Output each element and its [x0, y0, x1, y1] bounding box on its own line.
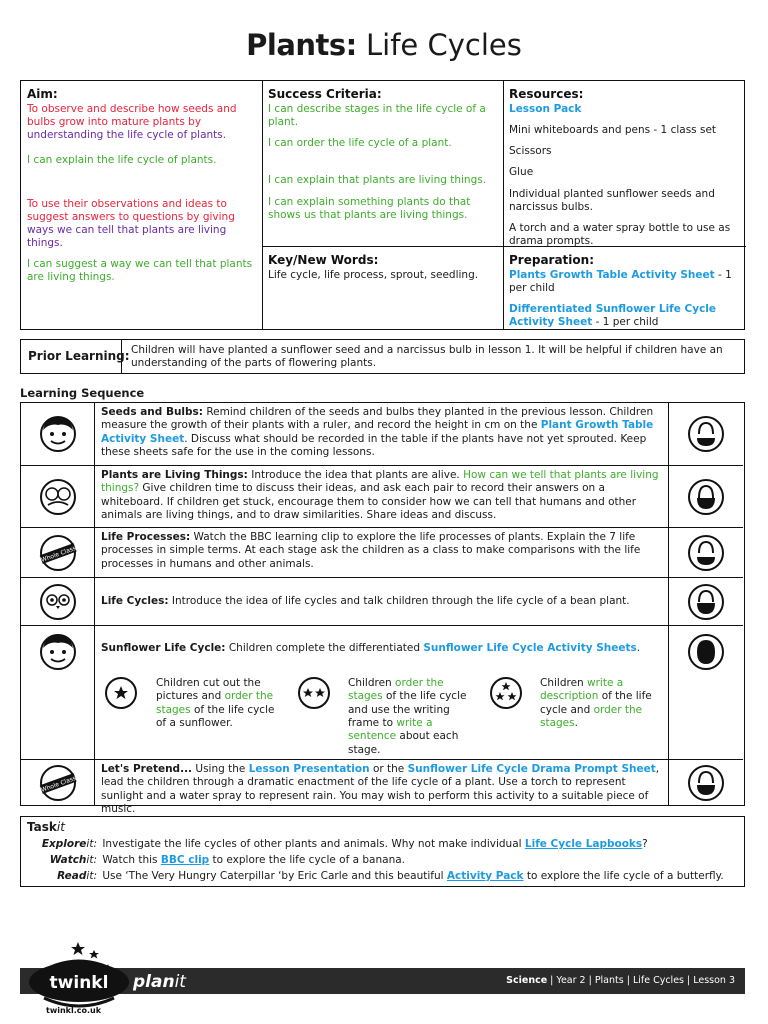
- assessment-circle-icon: [668, 466, 743, 527]
- task-head-it: it: [56, 820, 65, 834]
- row-title: Life Cycles:: [101, 595, 169, 607]
- aim-cell: [21, 83, 262, 288]
- page-title: [0, 28, 768, 62]
- d3-c: .: [574, 716, 578, 729]
- aim-p3-purple: ways we can tell that plants are living things.: [27, 223, 227, 249]
- planit-rest: it: [174, 972, 186, 992]
- diff-text-1: [156, 677, 281, 730]
- sequence-row-pretend: [21, 759, 743, 815]
- child-face-icon: [21, 403, 95, 465]
- task-it-heading: [27, 820, 65, 834]
- star-two-icon: [297, 676, 331, 710]
- preparation-cell: [503, 249, 745, 334]
- lesson-pack-link[interactable]: Lesson Pack: [509, 103, 582, 115]
- row-green: How can we tell that plants are living things?: [101, 469, 659, 495]
- sequence-row-processes: [21, 527, 743, 577]
- footer-subject: Science: [506, 975, 548, 986]
- differentiated-sunflower-link[interactable]: Differentiated Sunflower Life Cycle Activity Sheet: [509, 303, 717, 329]
- lesson-overview-grid: [20, 80, 745, 330]
- plant-growth-table-link[interactable]: Plant Growth Table Activity Sheet: [101, 419, 654, 445]
- row-t2: Give children time to discuss their ideas, and ask each pair to record their answers on a whiteboard. If children get stuck, encourage them to consider how we can tell that humans and other animals are living things, and to draw similarities. Share ideas and discuss.: [101, 482, 637, 521]
- d1-b: of the life cycle of a sunflower.: [156, 703, 275, 729]
- d3-a: Children: [540, 677, 588, 689]
- assessment-circle-icon: [668, 626, 743, 759]
- watch-label: Watch: [49, 854, 87, 866]
- pair-faces-icon: [21, 466, 95, 527]
- row-title: Seeds and Bulbs:: [101, 406, 204, 418]
- keywords-text: Life cycle, life process, sprout, seedling.: [268, 269, 479, 281]
- resource-item: Individual planted sunflower seeds and narcissus bulbs.: [509, 187, 715, 213]
- success-criteria-cell: [262, 83, 503, 226]
- d2-b: of the life cycle and use the writing frame to: [348, 690, 467, 729]
- row-title: Plants are Living Things:: [101, 469, 248, 481]
- success-item: I can describe stages in the life cycle of a plant.: [268, 103, 486, 129]
- keywords-cell: [262, 249, 503, 286]
- assessment-circle-icon: [668, 760, 743, 805]
- life-cycle-lapbooks-link[interactable]: Life Cycle Lapbooks: [524, 838, 643, 850]
- prior-learning-label: Prior Learning:: [28, 349, 130, 363]
- resource-item: Glue: [509, 166, 534, 179]
- whole-class-badge: Whole Class: [39, 774, 77, 794]
- d2-c: about each stage.: [348, 730, 459, 756]
- row-t1: Remind children of the seeds and bulbs they planted in the previous lesson. Children measure the growth of their plants with a ruler, and record the height in cm on the: [101, 406, 654, 432]
- aim-p4: I can suggest a way we can tell that plants are living things.: [27, 258, 253, 284]
- prior-learning-box: [20, 339, 745, 374]
- sequence-row-sunflower: [21, 625, 743, 759]
- footer-breadcrumb: [506, 975, 735, 986]
- task-it-box: [20, 816, 745, 887]
- sequence-row-living: [21, 465, 743, 527]
- explore-label: Explore: [41, 838, 87, 850]
- aim-p2: I can explain the life cycle of plants.: [27, 154, 217, 167]
- success-item: I can order the life cycle of a plant.: [268, 137, 452, 150]
- star-three-icon: [489, 676, 523, 710]
- success-heading: Success Criteria:: [268, 87, 382, 101]
- star-one-icon: [104, 676, 138, 710]
- title-light: Life Cycles: [366, 28, 522, 62]
- row-title: Let's Pretend...: [101, 763, 193, 775]
- whole-class-badge: Whole Class: [39, 544, 77, 564]
- sequence-row-cycles: [21, 577, 743, 625]
- child-face-icon: [21, 626, 95, 759]
- task-head-bold: Task: [27, 820, 57, 834]
- row-t1: Watch the BBC learning clip to explore the life processes of plants. Explain the 7 life processes in simple terms. At each stage ask the children as a class to make comparisons with the life processes in humans and other animals.: [101, 531, 641, 570]
- row-text: [101, 531, 661, 571]
- title-bold: Plants:: [246, 28, 357, 62]
- watch-suffix: it:: [86, 854, 97, 866]
- diff-text-3: [540, 677, 662, 730]
- resource-item: Mini whiteboards and pens - 1 class set: [509, 124, 717, 137]
- learning-sequence-table: [20, 402, 745, 815]
- lesson-presentation-link[interactable]: Lesson Presentation: [248, 763, 370, 775]
- explore-it-line: [21, 838, 648, 850]
- assessment-circle-icon: [668, 528, 743, 577]
- aim-p1-red: To observe and describe how seeds and bulbs grow into mature plants by: [27, 103, 237, 129]
- row-title: Sunflower Life Cycle:: [101, 642, 226, 654]
- assessment-circle-icon: [668, 403, 743, 465]
- planit-brand: [133, 972, 186, 992]
- success-item: I can explain something plants do that shows us that plants are living things.: [268, 195, 471, 221]
- site-url: twinkl.co.uk: [46, 1006, 102, 1015]
- sunflower-life-cycle-link[interactable]: Sunflower Life Cycle Activity Sheets: [423, 642, 637, 654]
- owl-icon: [21, 578, 95, 625]
- d2-a: Children: [348, 677, 396, 689]
- keywords-heading: Key/New Words:: [268, 253, 379, 267]
- read-end: to explore the life cycle of a butterfly.: [523, 870, 724, 882]
- row-t1: Introduce the idea that plants are alive.: [247, 469, 464, 481]
- d3-b: of the life cycle and: [540, 690, 652, 716]
- aim-p1-purple: understanding the life cycle of plants.: [27, 129, 227, 142]
- footer-crumbs: | Year 2 | Plants | Life Cycles | Lesson 3: [547, 975, 735, 986]
- resource-item: A torch and a water spray bottle to use as drama prompts.: [509, 221, 731, 247]
- row-t3: , lead the children through a dramatic enactment of the life cycle of a plant. Use a torch to represent sunlight and a water spray to represent rain. You may wish to perform this activity to a suitable piece of music.: [101, 763, 660, 815]
- whole-class-icon: [21, 760, 95, 805]
- row-t2: . Discuss what should be recorded in the table if the plants have not yet sprouted. Keep these sheets safe for the use in the coming lessons.: [101, 432, 647, 458]
- planit-bold: plan: [133, 972, 175, 992]
- resources-heading: Resources:: [509, 87, 584, 101]
- row-text: [101, 642, 661, 655]
- sequence-row-seeds: [21, 403, 743, 465]
- watch-end: to explore the life cycle of a banana.: [209, 854, 406, 866]
- row-t1: Introduce the idea of life cycles and talk children through the life cycle of a bean plant.: [168, 595, 630, 607]
- d3-g: write a description: [540, 677, 624, 703]
- diff-text-2: [348, 677, 476, 757]
- row-text: [101, 763, 661, 816]
- explore-suffix: it:: [86, 838, 97, 850]
- bbc-clip-link[interactable]: BBC clip: [160, 854, 210, 866]
- aim-p3-red: To use their observations and ideas to suggest answers to questions by giving: [27, 197, 235, 223]
- success-item: I can explain that plants are living things.: [268, 174, 487, 187]
- prep-item1-rest: - 1 per child: [509, 269, 732, 295]
- read-suffix: it:: [86, 870, 97, 882]
- explore-text: Investigate the life cycles of other plants and animals. Why not make individual: [99, 838, 525, 850]
- d1-a: Children cut out the pictures and: [156, 677, 261, 703]
- whole-class-icon: [21, 528, 95, 577]
- prior-learning-text: Children will have planted a sunflower seed and a narcissus bulb in lesson 1. It will be helpful if children have an understanding of the parts of flowering plants.: [131, 344, 723, 370]
- row-title: Life Processes:: [101, 531, 191, 543]
- watch-text: Watch this: [99, 854, 161, 866]
- aim-heading: Aim:: [27, 87, 58, 101]
- preparation-heading: Preparation:: [509, 253, 594, 267]
- watch-it-line: [21, 854, 405, 866]
- resource-item: Scissors: [509, 145, 552, 158]
- row-t2: .: [636, 642, 641, 654]
- read-it-line: [21, 870, 724, 882]
- read-label: Read: [57, 870, 87, 882]
- d3-g2: order the stages: [540, 703, 643, 729]
- resources-cell: [503, 83, 745, 252]
- activity-pack-link[interactable]: Activity Pack: [446, 870, 524, 882]
- read-text: Use ‘The Very Hungry Caterpillar ‘by Eric Carle and this beautiful: [99, 870, 447, 882]
- plants-growth-table-link[interactable]: Plants Growth Table Activity Sheet: [509, 269, 715, 281]
- row-text: [101, 595, 661, 608]
- assessment-circle-icon: [668, 578, 743, 625]
- learning-sequence-heading: Learning Sequence: [20, 386, 145, 400]
- d1-g: order the stages: [156, 690, 274, 716]
- twinkl-logo-text: twinkl: [49, 973, 109, 993]
- drama-prompt-sheet-link[interactable]: Sunflower Life Cycle Drama Prompt Sheet: [407, 763, 656, 775]
- row-t2: or the: [369, 763, 408, 775]
- prep-item2-rest: - 1 per child: [592, 316, 659, 329]
- d2-g2: write a sentence: [348, 716, 433, 743]
- row-text: [101, 469, 661, 522]
- row-t1: Using the: [192, 763, 249, 775]
- row-text: [101, 406, 661, 459]
- explore-end: ?: [642, 838, 648, 850]
- d2-g: order the stages: [348, 677, 444, 703]
- row-t1: Children complete the differentiated: [225, 642, 424, 654]
